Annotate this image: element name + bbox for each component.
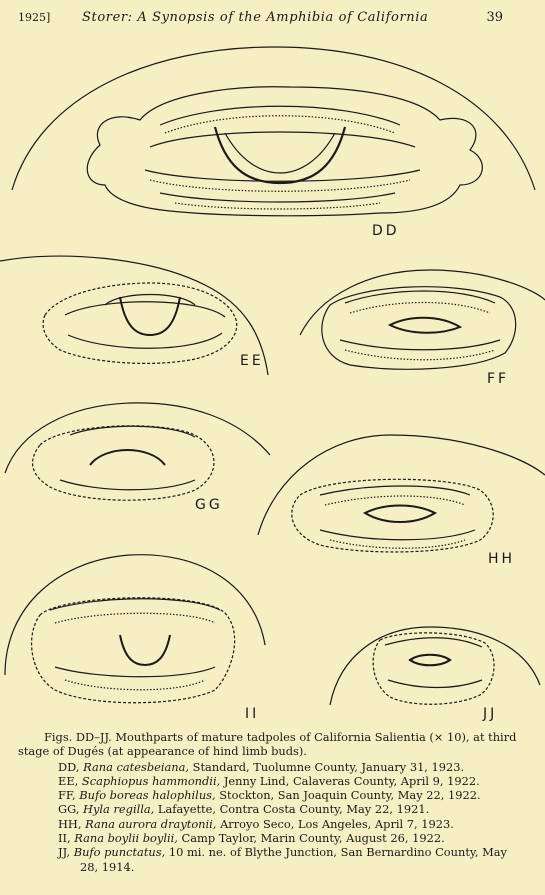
label-jj: JJ: [483, 706, 498, 722]
entry-code: JJ,: [58, 845, 71, 860]
entry-code: II,: [58, 831, 71, 846]
page-number: 39: [486, 10, 503, 25]
entry-details: Lafayette, Contra Costa County, May 22, 1921.: [157, 802, 430, 817]
dd-lower-row-4: [175, 203, 380, 209]
ii-upper-row-2: [55, 613, 215, 623]
entry-species: Bufo punctatus,: [73, 845, 166, 860]
gg-beak: [90, 450, 165, 465]
label-gg: GG: [195, 497, 223, 513]
figure-gg: [5, 403, 270, 513]
entry-code: GG,: [58, 802, 80, 817]
figure-ee: [0, 256, 268, 375]
dd-lower-row-3: [160, 193, 395, 202]
entry-code: EE,: [58, 773, 79, 788]
hh-upper-row-2: [325, 496, 465, 505]
caption-entry-ii: [18, 831, 528, 845]
gg-head-outline: [5, 403, 270, 473]
label-hh: HH: [488, 551, 516, 567]
figure-ii: [5, 555, 265, 722]
dd-lower-row-1: [145, 170, 420, 181]
ff-lower-row-1: [340, 340, 500, 350]
caption-entry-ee: [18, 774, 528, 788]
gg-upper-row: [70, 426, 195, 437]
running-header: [0, 10, 545, 30]
entry-code: FF,: [58, 788, 76, 803]
entry-code: DD,: [58, 759, 80, 774]
label-ee: EE: [240, 353, 264, 369]
caption-entry-jj: [18, 845, 528, 874]
hh-lower-row-2: [330, 540, 465, 548]
dd-upper-beak: [215, 127, 345, 183]
figure-jj: [330, 627, 540, 722]
jj-lower-row: [388, 680, 482, 688]
gg-lower-row: [60, 480, 195, 490]
hh-beak: [365, 506, 435, 523]
ii-oral-disc: [32, 598, 235, 703]
entry-code: HH,: [58, 816, 82, 831]
label-ff: FF: [487, 371, 510, 387]
entry-details: Jenny Lind, Calaveras County, April 9, 1922.: [223, 773, 480, 788]
figure-hh: [258, 435, 545, 567]
header-year: 1925]: [18, 11, 51, 24]
ff-beak: [390, 318, 460, 333]
ii-lower-row-2: [65, 680, 205, 690]
label-ii: II: [245, 706, 260, 722]
caption-entry-gg: [18, 802, 528, 816]
dd-lower-beak: [225, 133, 335, 173]
figure-caption: [18, 730, 528, 874]
caption-entry-dd: [18, 760, 528, 774]
entry-species: Hyla regilla,: [83, 802, 155, 817]
dd-upper-row-3: [150, 132, 415, 147]
entry-details: Camp Taylor, Marin County, August 26, 1922.: [181, 831, 445, 846]
hh-oral-disc: [292, 479, 493, 552]
ff-lower-row-2: [345, 350, 495, 360]
entry-species: Rana aurora draytonii,: [85, 816, 217, 831]
entry-details: Standard, Tuolumne County, January 31, 1923.: [192, 759, 465, 774]
caption-main: Figs. DD–JJ. Mouthparts of mature tadpoles of California Salientia (× 10), at third stage of Dugés (at appearance of hind limb buds).: [18, 730, 517, 759]
caption-entry-ff: [18, 788, 528, 802]
hh-head-outline: [258, 435, 545, 535]
caption-entry-hh: [18, 817, 528, 831]
header-title: Storer: A Synopsis of the Amphibia of California: [82, 10, 429, 25]
ee-upper-row: [65, 302, 225, 317]
entry-species: Rana boylii boylii,: [74, 831, 178, 846]
label-dd: DD: [372, 223, 400, 239]
gg-oral-disc: [33, 426, 214, 500]
entry-details: 10 mi. ne. of Blythe Junction, San Bernardino County, May 28, 1914.: [80, 845, 507, 874]
ii-lower-row-1: [55, 667, 215, 677]
jj-beak: [410, 655, 450, 666]
entry-details: Arroyo Seco, Los Angeles, April 7, 1923.: [220, 816, 454, 831]
jj-upper-row: [385, 638, 482, 647]
ii-beak: [120, 635, 170, 665]
hh-lower-row-1: [320, 530, 475, 540]
entry-species: Rana catesbeiana,: [83, 759, 190, 774]
entry-details: Stockton, San Joaquin County, May 22, 1922.: [219, 788, 481, 803]
ee-head-outline: [0, 256, 268, 375]
figure-ff: [300, 270, 545, 387]
entry-species: Bufo boreas halophilus,: [79, 788, 216, 803]
ff-upper-row-1: [345, 291, 495, 303]
mouthparts-figure: [0, 35, 545, 725]
dd-upper-row-2: [165, 116, 395, 133]
ff-upper-row-2: [350, 303, 490, 314]
hh-upper-row-1: [320, 486, 470, 495]
entry-species: Scaphiopus hammondii,: [81, 773, 221, 788]
ii-upper-row-1: [50, 599, 220, 610]
figure-dd: [12, 47, 535, 239]
